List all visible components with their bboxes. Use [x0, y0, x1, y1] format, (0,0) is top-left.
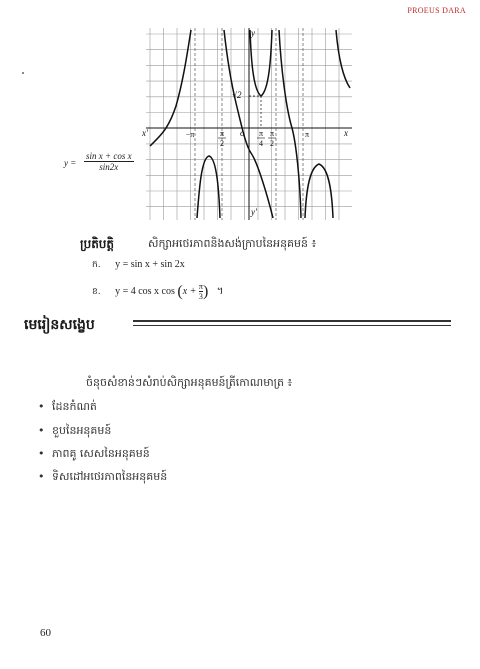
- item-tail: ។: [216, 285, 224, 297]
- sqrt2-label: √2: [232, 90, 242, 100]
- tick-neg-pi-half-num: π: [219, 129, 225, 138]
- tick-pi-half-num: π: [269, 129, 275, 138]
- page-speck: [22, 72, 24, 74]
- item-label: ក.: [92, 260, 101, 270]
- item-expression: y = sin x + sin 2x: [115, 259, 185, 270]
- tick-pi-quarter-num: π: [258, 129, 264, 138]
- equation-denominator: sin2x: [99, 162, 119, 172]
- header-brand: PROEUS DARA: [407, 6, 466, 15]
- tick-pi-half-den: 2: [270, 139, 274, 148]
- tick-pi: π: [304, 130, 310, 139]
- exercise-text: សិក្សាអថេរភាពនិងសង់ក្រាបនៃអនុគមន៍ ៖: [148, 237, 317, 250]
- equation-numerator: sin x + cos x: [86, 151, 132, 161]
- curve-branch-1: [150, 30, 191, 146]
- summary-bullet: • ខួបនៃអនុគមន៍: [38, 424, 112, 437]
- bullet-dot-icon: •: [38, 447, 45, 460]
- summary-bullet: • ដែនកំណត់: [38, 400, 97, 413]
- tick-neg-pi: −π: [185, 130, 195, 139]
- bullet-dot-icon: •: [38, 424, 45, 437]
- item-frac-den: 3: [198, 292, 203, 301]
- bullet-dot-icon: •: [38, 470, 45, 483]
- exercise-heading: ប្រតិបត្តិ: [80, 237, 115, 251]
- origin-label: o: [240, 128, 245, 138]
- tick-pi-quarter-den: 4: [259, 139, 263, 148]
- item-label: ខ.: [92, 286, 101, 297]
- x-axis-prime-label: x': [142, 128, 148, 138]
- item-frac-num: π: [198, 282, 203, 291]
- curve-branch-5: [279, 30, 301, 218]
- function-equation: [64, 151, 134, 172]
- equation-lhs: y =: [64, 158, 77, 168]
- page-number: 60: [40, 627, 51, 639]
- function-graph: [142, 28, 352, 220]
- bullet-dot-icon: •: [38, 400, 45, 413]
- item-expression: y = 4 cos x cos: [115, 285, 175, 297]
- item-paren-inner: x +: [182, 285, 199, 297]
- y-axis-prime-label: y': [251, 207, 257, 217]
- summary-heading: មេរៀនសង្ខេប: [24, 317, 95, 333]
- exercise-item-b: ខ. y = 4 cos x cos (x + $\frac{\pi}{3}$ ) ។: [92, 282, 224, 301]
- exercise-item-a: [92, 259, 185, 272]
- summary-bullet: • ទិសដៅអថេរភាពនៃអនុគមន៍: [38, 470, 168, 483]
- curve-branch-7: [336, 30, 350, 88]
- summary-bullet: • ភាពគូ សេសនៃអនុគមន៍: [38, 447, 150, 460]
- curve-branch-4: [250, 30, 272, 96]
- summary-intro: ចំនុចសំខាន់ៗសំរាប់សិក្សាអនុគមន៍ត្រីកោណមាត្រ ៖: [86, 376, 293, 389]
- x-axis-label: x: [344, 128, 348, 138]
- y-axis-label: y: [251, 28, 255, 38]
- summary-rule: [133, 320, 451, 327]
- curve-branch-2: [197, 156, 220, 218]
- tick-neg-pi-half-den: 2: [220, 139, 224, 148]
